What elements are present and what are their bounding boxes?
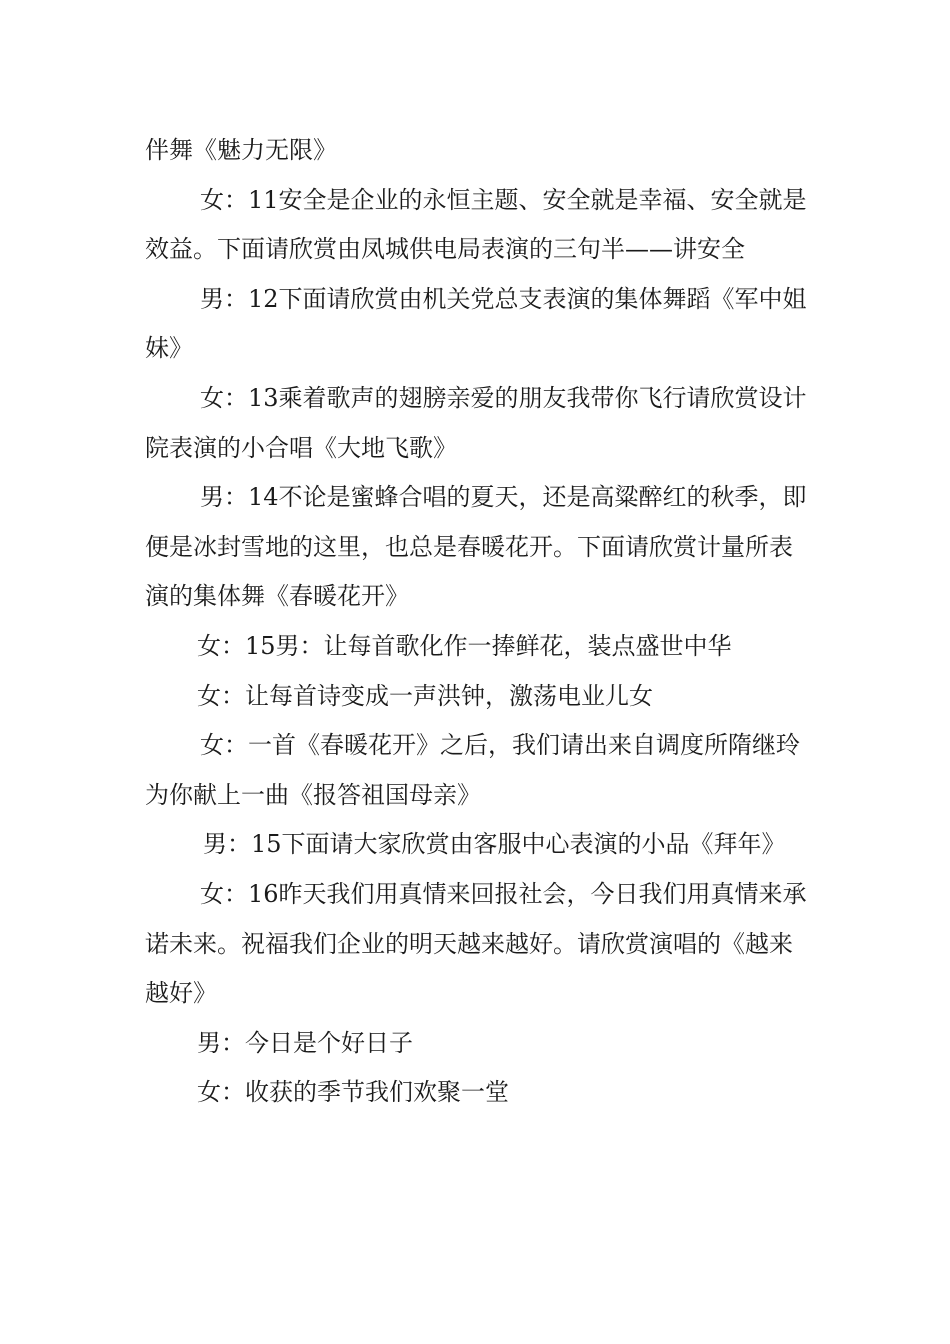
paragraph-1: 伴舞《魅力无限》 <box>145 136 337 164</box>
paragraph-3: 男：12下面请欣赏由机关党总支表演的集体舞蹈《军中姐妹》 <box>145 284 807 363</box>
paragraph-6: 女：15男：让每首歌化作一捧鲜花，装点盛世中华 <box>197 631 732 660</box>
paragraph-9: 男：15下面请大家欣赏由客服中心表演的小品《拜年》 <box>203 830 786 859</box>
paragraph-10: 女：16昨天我们用真情来回报社会，今日我们用真情来承诺未来。祝福我们企业的明天越来越好。请欣赏演唱的《越来越好》 <box>145 879 807 1008</box>
paragraph-12: 女：收获的季节我们欢聚一堂 <box>197 1078 509 1107</box>
paragraph-2: 女：11安全是企业的永恒主题、安全就是幸福、安全就是效益。下面请欣赏由凤城供电局表演的三句半——讲安全 <box>145 185 807 264</box>
paragraph-4: 女：13乘着歌声的翅膀亲爱的朋友我带你飞行请欣赏设计院表演的小合唱《大地飞歌》 <box>145 383 807 462</box>
document-body <box>145 126 810 1118</box>
paragraph-7: 女：让每首诗变成一声洪钟，激荡电业儿女 <box>197 681 653 710</box>
paragraph-5: 男：14不论是蜜蜂合唱的夏天，还是高粱醉红的秋季，即便是冰封雪地的这里，也总是春暖花开。下面请欣赏计量所表演的集体舞《春暖花开》 <box>145 483 807 611</box>
paragraph-11: 男：今日是个好日子 <box>197 1028 413 1057</box>
paragraph-8: 女：一首《春暖花开》之后，我们请出来自调度所隋继玲为你献上一曲《报答祖国母亲》 <box>145 731 800 809</box>
